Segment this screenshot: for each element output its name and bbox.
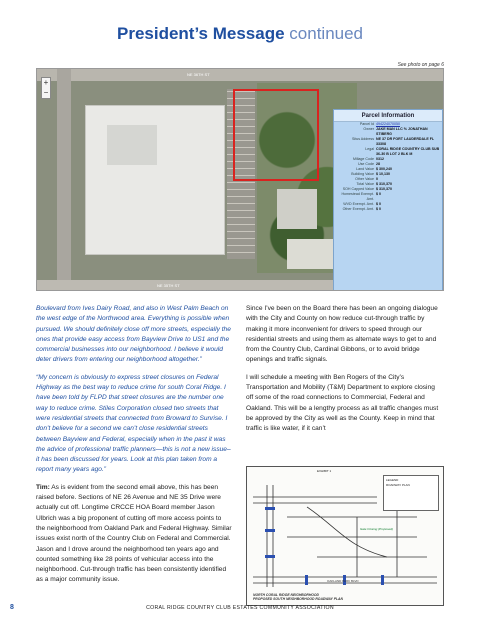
handwritten-note: Gate Closing (Proposed) [359,527,393,531]
parcel-info-label: Total Value [356,182,374,186]
parcel-info-label: Other Value [355,177,374,181]
map-footer-title [253,593,343,601]
parcel-info-value: CORAL RIDGE COUNTRY CLUB SUB 36-30 B LOT 2 BLK M [376,147,440,156]
legend-title: LEGEND [386,478,399,482]
map-footer-line-1: NORTH CORAL RIDGE NEIGHBORHOOD [253,593,319,597]
map-road-label: OAKLAND PARK BLVD [327,579,359,583]
parcel-info-label: WVD Exempt. Amt. [343,202,374,206]
parcel-info-value: $ 0 [376,207,381,211]
aerial-map-screenshot [36,68,444,291]
road-top [37,69,443,81]
parcel-info-label: SOH Capped Value [342,187,374,191]
parcel-info-label: Use Code [358,162,374,166]
parcel-info-title: Parcel Information [334,110,442,122]
parcel-info-label: Situs Address [352,137,374,141]
parcel-info-value: 0 [376,177,378,181]
house-roof [287,239,333,269]
left-column [36,304,232,593]
page-title [0,24,480,44]
street-label-top: NE 36TH ST [187,72,210,77]
left-paragraph-3-body: As is evident from the second email above, this has been raised before. Sections of NE 26 Avenue and NE 35 Drive were actually cut off. Longtime CRCCE HOA Board member Jason Ulbrich was a big proponent of cutting off more access points to the neighborhood from Oakland Park and Federal Highway. Similar issues exist north of the Country Club on Federal and Commercial. Jason and I drove around the neighborhood ten years ago and counted something like 28 points of vehicular access into the neighborhood. Cut-through traffic has been consistently identified as a major community issue. [36,483,232,584]
street-label-bottom: NE 35TH ST [157,283,180,288]
page-number: 8 [10,604,14,611]
parcel-info-value: $ 310,370 [376,182,392,186]
left-paragraph-2: “My concern is obviously to express street closures on Federal Highway as the best way to reduce crime for south Coral Ridge. I have been told by FLPD that street closures are the number one way to reduce crime. Stiles Corporation closed two streets that were residential streets that connected from Broward to Sunrise. I don’t believe for a second we can’t close residential streets between Bayview and Federal, especially when in the past it was the advice of professional traffic planners—this is not a new issue–it has been discussed for years. Look at this plan taken from a report many years ago.” [36,373,231,474]
parcel-info-row [334,147,442,157]
road-left [57,69,71,290]
left-paragraph-3 [36,483,232,586]
parcel-info-value: $ 0 [376,202,381,206]
parcel-info-label: Legal [365,147,374,151]
parcel-info-value: $ 0 [376,192,381,196]
parcel-info-label: Owner [363,127,374,131]
parcel-id-link[interactable]: 494224070050 [376,122,400,126]
parcel-info-label: Homestead Exempt. Amt. [341,192,374,201]
parcel-info-label: Millage Code [353,157,374,161]
footer-organization: CORAL RIDGE COUNTRY CLUB ESTATES COMMUNITY ASSOCIATION [146,605,334,611]
left-paragraph-1: Boulevard from Ives Dairy Road, and also in West Palm Beach on the west edge of the Northwood area. Everything is possible when pursued. We should definitely close off more streets, especially the ones that provide easy access from Bayview Drive to US1 and the commercial businesses into our neighborhood. I believe it would deter drivers from entering our neighborhood altogether.” [36,305,231,364]
title-continued: continued [289,24,364,43]
parcel-info-label: Land Value [356,167,374,171]
map-footer-line-2: PROPOSED SOUTH NEIGHBORHOOD ROADWAY PLAN [253,597,343,601]
map-exhibit-label: EXHIBIT 1 [317,469,332,473]
parcel-info-rows [334,122,442,212]
parcel-info-value: $ 310,370 [376,187,392,191]
photo-note: See photo on page 6 [397,62,444,68]
house-roof [277,189,317,229]
building-annex [107,125,157,165]
parcel-info-label: Other Exempt. Amt. [342,207,374,211]
parcel-info-value: $ 300,240 [376,167,392,171]
parcel-outline [233,89,319,181]
right-column [246,304,442,442]
right-paragraph-2: I will schedule a meeting with Ben Rogers of the City’s Transportation and Mobility (T&M) Department to explore closing off some of the road connections to Commercial, Federal and Oakland. This will be a lengthy process as all traffic changes must be approved by the City as well as the County. Keep in mind that traffic is like water, if it can’t [246,373,439,433]
parcel-info-row [334,127,442,137]
parcel-info-value: JAKE MAN LLC % JONATHAN STIBERG [376,127,428,136]
map-legend [383,475,439,511]
parcel-info-label: Building Value [351,172,374,176]
zoom-control[interactable]: + − [41,77,51,99]
roadway-plan-map [246,466,444,606]
parcel-info-label: Parcel Id [359,122,374,126]
left-paragraph-3-lead: Tim: [36,483,50,491]
parcel-info-panel [333,109,443,291]
parcel-info-row [334,137,442,147]
right-paragraph-1: Since I’ve been on the Board there has been an ongoing dialogue with the City and County on how reduce cut-through traffic by making it more inconvenient for drivers to speed through our residential streets and using them as alternate ways to get to and from the Country Club, Cardinal Gibbons, or to avoid bridge openings and traffic signals. [246,305,438,364]
legend-subtitle: ROADWAY PLAN [386,483,410,487]
parcel-info-value: 0312 [376,157,384,161]
parcel-info-row [334,192,442,202]
parcel-info-value: 28 [376,162,380,166]
parcel-info-value: $ 10,130 [376,172,390,176]
parcel-info-value: NE 37 DR FORT LAUDERDALE FL 33308 [376,137,435,146]
title-bold: President’s Message [116,24,285,43]
parcel-info-row [334,207,442,212]
